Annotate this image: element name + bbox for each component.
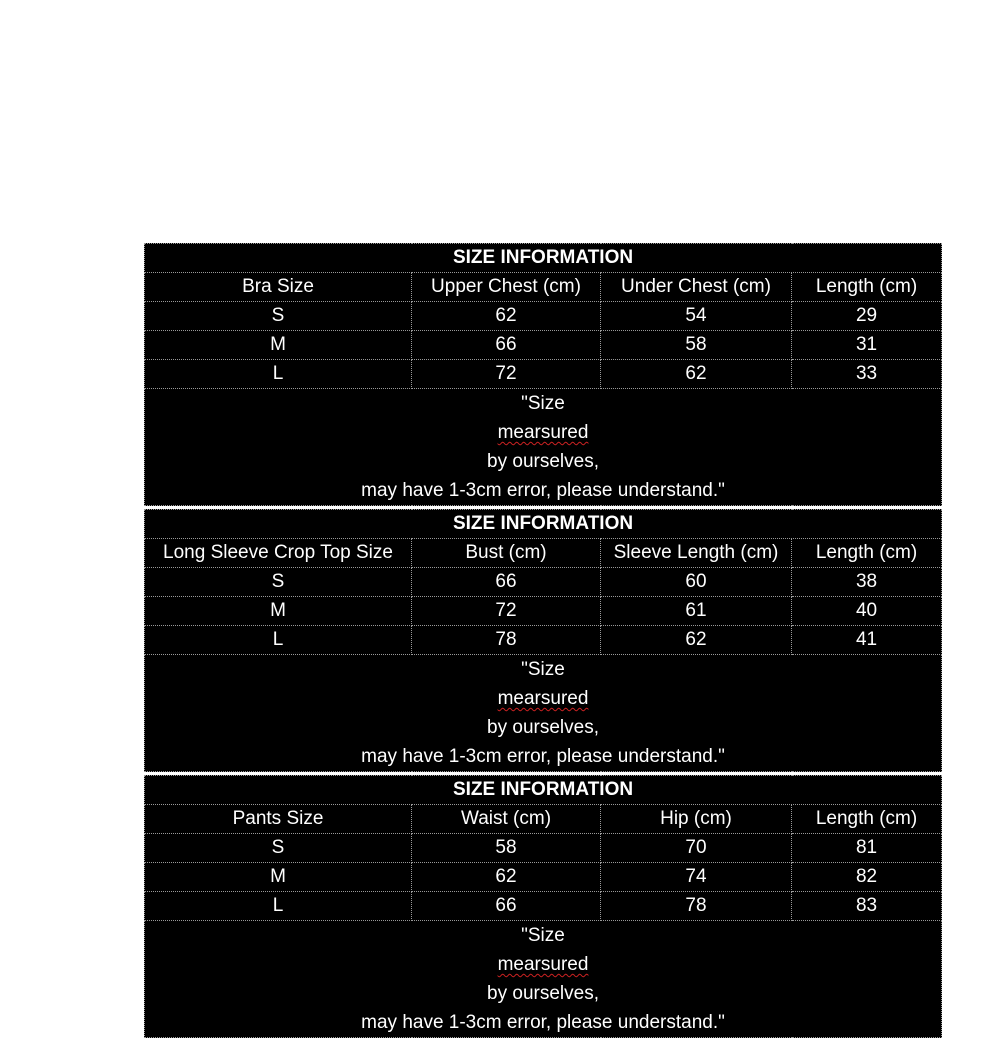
table-cell: M xyxy=(145,331,412,360)
column-header: Waist (cm) xyxy=(412,805,601,834)
note-row xyxy=(145,655,942,772)
table-cell: 66 xyxy=(412,568,601,597)
table-cell: 61 xyxy=(601,597,792,626)
table-row xyxy=(145,626,942,655)
table-row xyxy=(145,892,942,921)
table-cell: 83 xyxy=(792,892,942,921)
pants-size-table xyxy=(144,775,942,1038)
table-row xyxy=(145,597,942,626)
note-line-1 xyxy=(145,921,941,1008)
column-header: Bra Size xyxy=(145,273,412,302)
table-cell: 72 xyxy=(412,360,601,389)
note-text: "Size xyxy=(521,925,565,946)
table-cell: 54 xyxy=(601,302,792,331)
bra-size-table xyxy=(144,243,942,506)
table-cell: 60 xyxy=(601,568,792,597)
table-title-row xyxy=(145,510,942,539)
note-misspelled-word: mearsured xyxy=(497,688,589,709)
table-row xyxy=(145,568,942,597)
note-line-1 xyxy=(145,389,941,476)
table-cell: 70 xyxy=(601,834,792,863)
note-misspelled-word: mearsured xyxy=(497,954,589,975)
table-cell: S xyxy=(145,302,412,331)
table-title: SIZE INFORMATION xyxy=(145,776,942,805)
column-header: Hip (cm) xyxy=(601,805,792,834)
measurement-note xyxy=(145,389,942,506)
column-header: Pants Size xyxy=(145,805,412,834)
column-header: Upper Chest (cm) xyxy=(412,273,601,302)
column-header: Under Chest (cm) xyxy=(601,273,792,302)
table-cell: L xyxy=(145,360,412,389)
table-row xyxy=(145,834,942,863)
note-text: by ourselves, xyxy=(487,451,599,472)
measurement-note xyxy=(145,921,942,1038)
table-cell: 58 xyxy=(412,834,601,863)
table-cell: 74 xyxy=(601,863,792,892)
table-cell: 78 xyxy=(601,892,792,921)
table-header-row xyxy=(145,539,942,568)
table-cell: 41 xyxy=(792,626,942,655)
table-title-row xyxy=(145,244,942,273)
column-header: Long Sleeve Crop Top Size xyxy=(145,539,412,568)
note-row xyxy=(145,921,942,1038)
note-line-2: may have 1-3cm error, please understand." xyxy=(361,746,725,767)
measurement-note xyxy=(145,655,942,772)
column-header: Sleeve Length (cm) xyxy=(601,539,792,568)
table-cell: 72 xyxy=(412,597,601,626)
note-text: "Size xyxy=(521,393,565,414)
table-cell: 62 xyxy=(601,626,792,655)
table-cell: L xyxy=(145,626,412,655)
table-cell: 78 xyxy=(412,626,601,655)
column-header: Length (cm) xyxy=(792,805,942,834)
table-header-row xyxy=(145,805,942,834)
table-title: SIZE INFORMATION xyxy=(145,244,942,273)
table-cell: 58 xyxy=(601,331,792,360)
table-row xyxy=(145,863,942,892)
column-header: Bust (cm) xyxy=(412,539,601,568)
note-line-2: may have 1-3cm error, please understand." xyxy=(361,480,725,501)
table-cell: 62 xyxy=(412,863,601,892)
table-header-row xyxy=(145,273,942,302)
table-cell: 62 xyxy=(601,360,792,389)
table-title: SIZE INFORMATION xyxy=(145,510,942,539)
table-cell: 33 xyxy=(792,360,942,389)
table-cell: S xyxy=(145,834,412,863)
table-cell: 66 xyxy=(412,331,601,360)
table-cell: 81 xyxy=(792,834,942,863)
note-text: "Size xyxy=(521,659,565,680)
crop-top-size-table xyxy=(144,509,942,772)
column-header: Length (cm) xyxy=(792,273,942,302)
table-cell: S xyxy=(145,568,412,597)
note-line-2: may have 1-3cm error, please understand." xyxy=(361,1012,725,1033)
note-text: by ourselves, xyxy=(487,717,599,738)
table-cell: 29 xyxy=(792,302,942,331)
table-cell: 82 xyxy=(792,863,942,892)
column-header: Length (cm) xyxy=(792,539,942,568)
table-title-row xyxy=(145,776,942,805)
table-cell: 38 xyxy=(792,568,942,597)
table-cell: L xyxy=(145,892,412,921)
note-text: by ourselves, xyxy=(487,983,599,1004)
note-misspelled-word: mearsured xyxy=(497,422,589,443)
table-cell: 66 xyxy=(412,892,601,921)
table-row xyxy=(145,302,942,331)
table-cell: 31 xyxy=(792,331,942,360)
table-cell: 62 xyxy=(412,302,601,331)
note-line-1 xyxy=(145,655,941,742)
size-tables xyxy=(144,243,941,1038)
table-cell: 40 xyxy=(792,597,942,626)
table-cell: M xyxy=(145,863,412,892)
table-row xyxy=(145,331,942,360)
note-row xyxy=(145,389,942,506)
table-cell: M xyxy=(145,597,412,626)
table-row xyxy=(145,360,942,389)
